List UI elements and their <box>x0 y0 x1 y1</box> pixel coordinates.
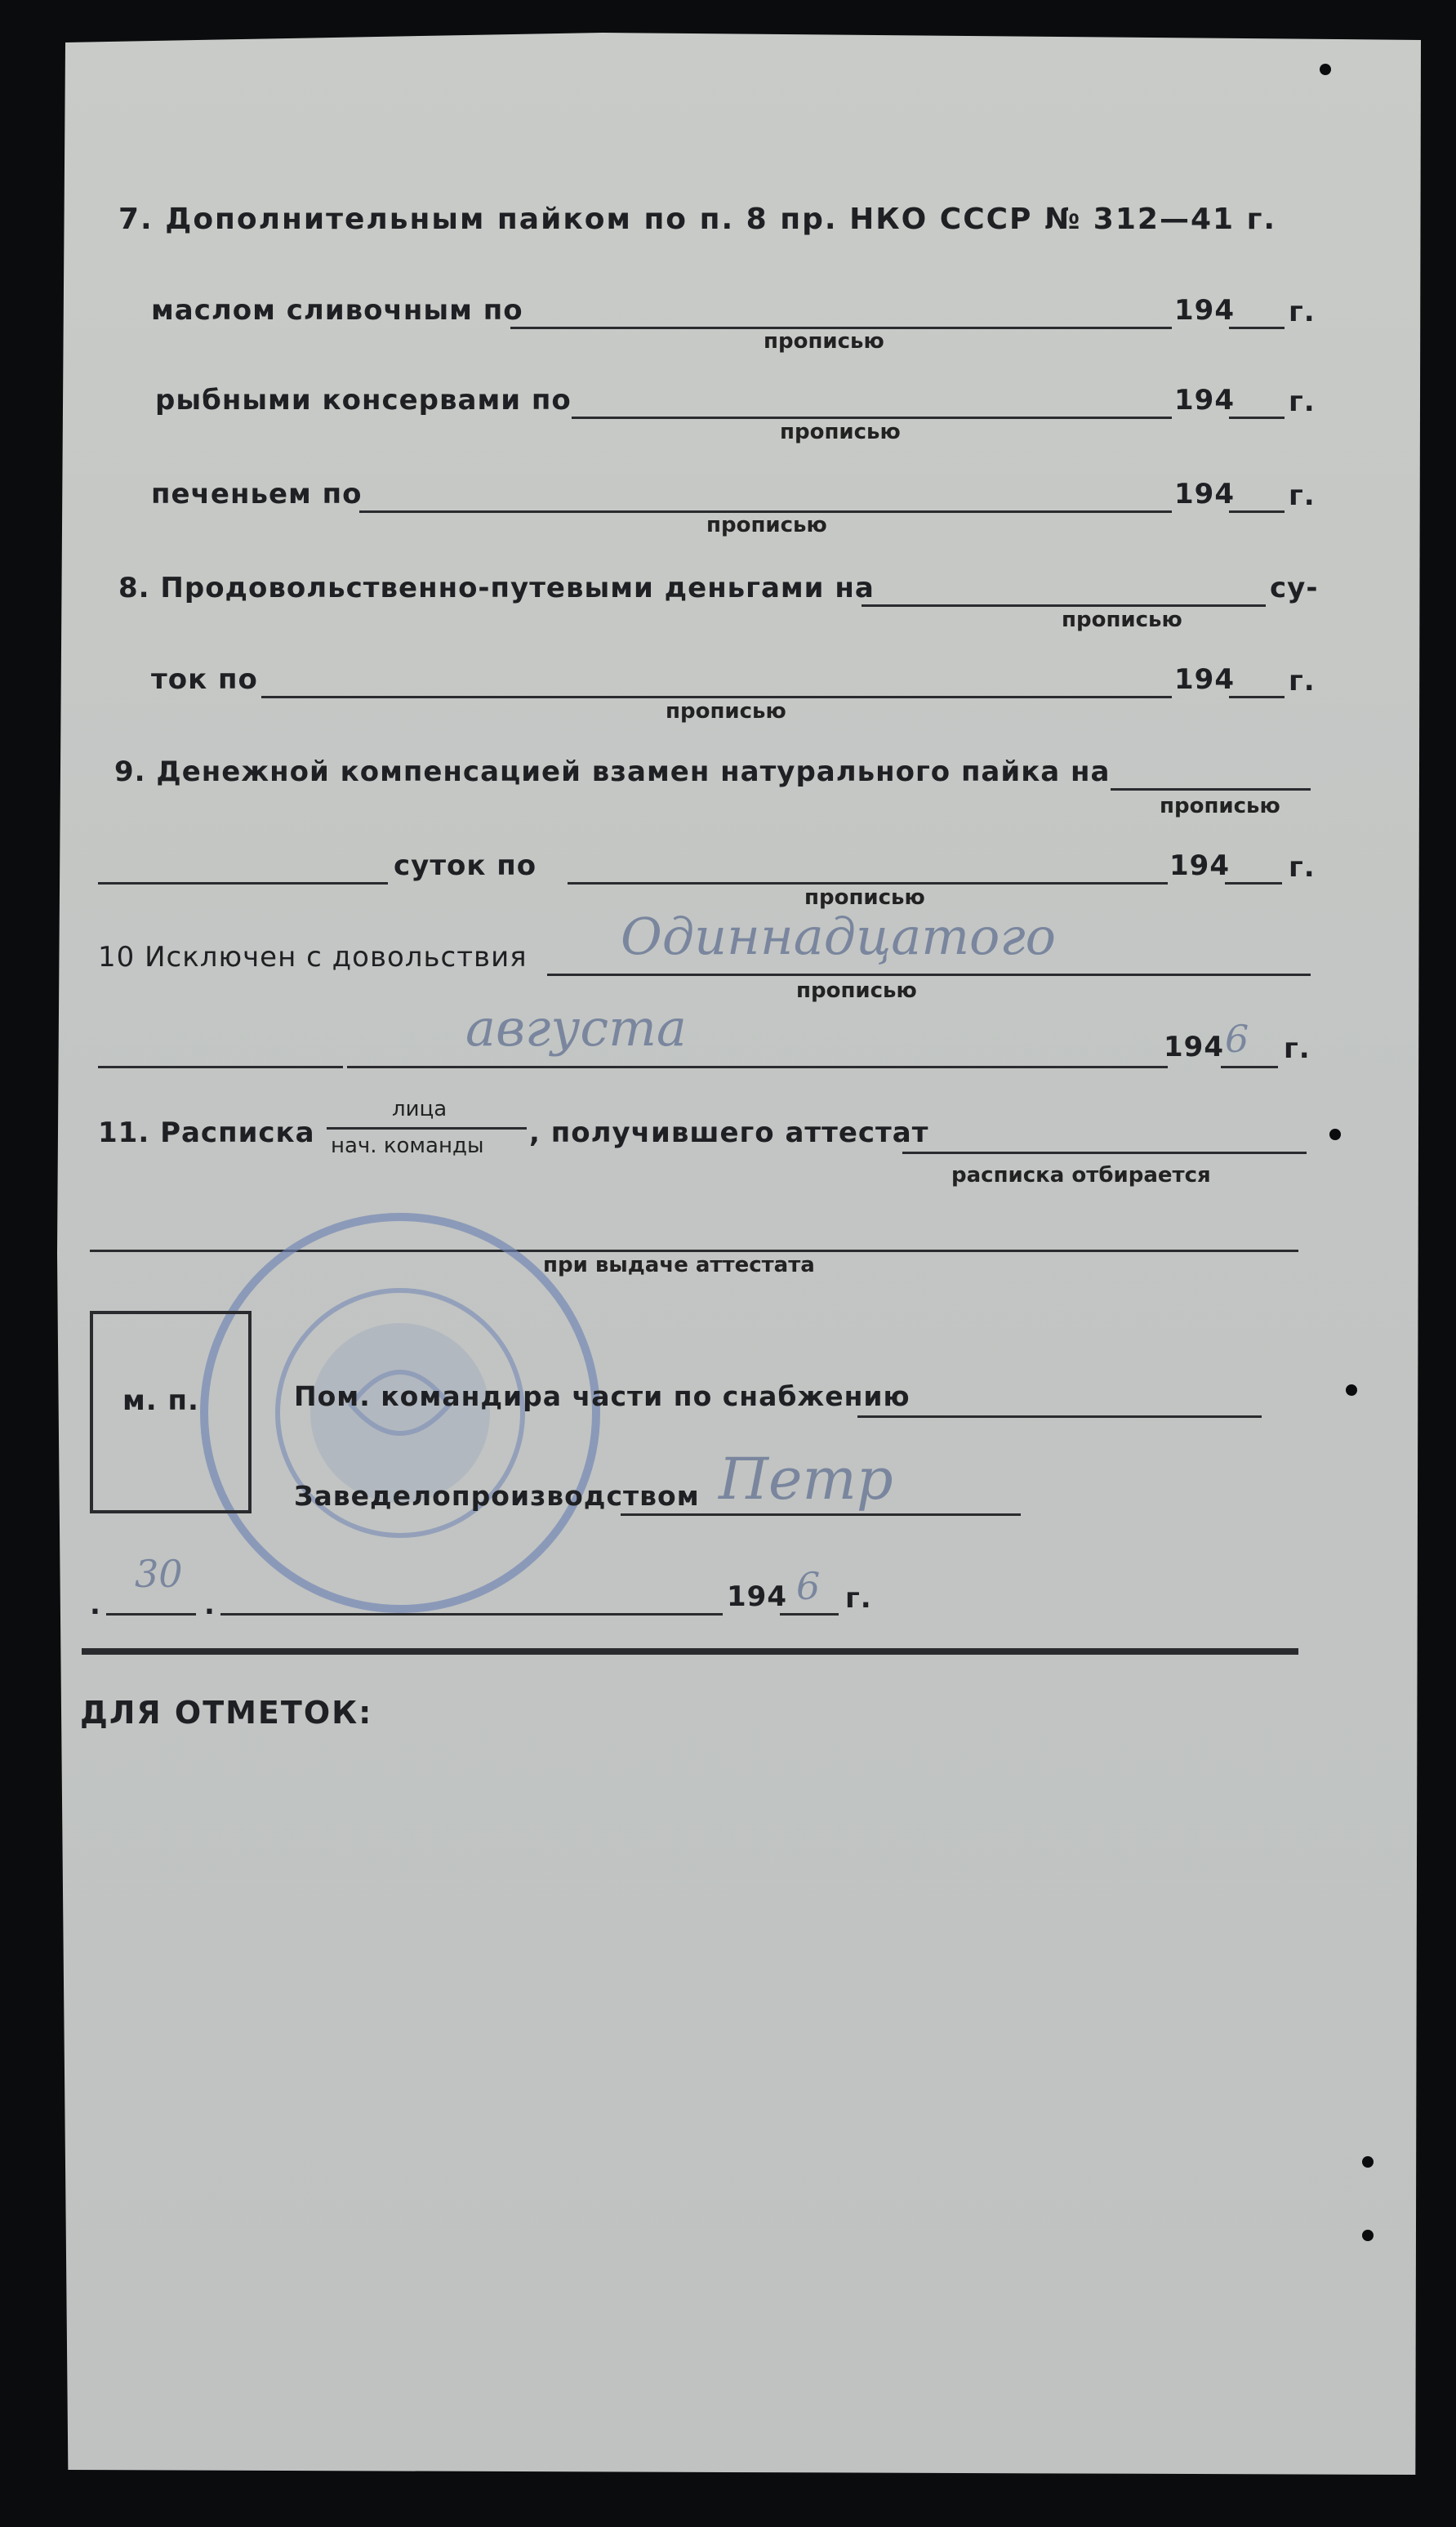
handwritten-date-year: 6 <box>796 1564 821 1608</box>
propisyu-caption: прописью <box>796 978 917 1003</box>
item-11-tail: , получившего аттестат <box>529 1116 929 1149</box>
date-dot-1: . <box>90 1589 101 1621</box>
punch-hole <box>1362 2156 1374 2168</box>
propisyu-caption: прописью <box>1062 608 1182 632</box>
item-9-value-line <box>568 882 1168 885</box>
item-8-title: 8. Продовольственно-путевыми деньгами на <box>118 572 875 604</box>
year-suffix: г. <box>1289 851 1316 884</box>
item-9-title: 9. Денежной компенсацией взамен натурального пайка на <box>114 755 1111 788</box>
issue-note: при выдаче аттестата <box>543 1253 815 1277</box>
item-7-title: 7. Дополнительным пайком по п. 8 пр. НКО СССР № 312—41 г. <box>118 203 1277 236</box>
item-8-cont: ток по <box>151 663 258 696</box>
propisyu-caption: прописью <box>666 699 786 724</box>
date-day-line <box>106 1613 196 1616</box>
clerk-signature-line <box>621 1513 1021 1516</box>
item-11-line <box>902 1152 1307 1154</box>
date-year-label: 194 <box>727 1580 787 1613</box>
year-label: 194 <box>1174 384 1235 417</box>
year-suffix: г. <box>1289 386 1316 418</box>
year-label: 194 <box>1174 294 1235 327</box>
year-suffix: г. <box>1284 1032 1311 1065</box>
item-11-frac-top: лица <box>392 1097 447 1121</box>
propisyu-caption: прописью <box>1160 794 1280 818</box>
year-suffix: г. <box>1289 479 1316 512</box>
year-label: 194 <box>1164 1031 1224 1063</box>
date-dot-2: . <box>204 1589 216 1621</box>
year-line <box>1221 1066 1278 1068</box>
section-divider <box>82 1648 1298 1655</box>
item-10-line2b <box>347 1066 1168 1068</box>
handwritten-month: августа <box>465 998 687 1058</box>
supply-signature-line <box>857 1415 1262 1418</box>
item-11-title: 11. Расписка <box>98 1116 315 1149</box>
fish-line <box>572 417 1172 419</box>
year-line <box>1229 417 1285 419</box>
year-line <box>1229 696 1285 698</box>
item-11-frac-line <box>327 1127 527 1130</box>
item-10-title: 10 Исключен с довольствия <box>98 941 528 974</box>
notes-title: ДЛЯ ОТМЕТОК: <box>80 1695 373 1731</box>
item-8-line <box>862 604 1266 607</box>
stamp-box-label: м. п. <box>122 1384 199 1417</box>
punch-hole <box>1346 1384 1357 1396</box>
handwritten-day: Одиннадцатого <box>621 907 1056 966</box>
date-year-line <box>780 1613 839 1616</box>
punch-hole <box>1320 64 1331 75</box>
propisyu-caption: прописью <box>780 420 901 444</box>
biscuits-label: печеньем по <box>151 478 363 510</box>
clerk-signature-label: Заведелопроизводством <box>294 1480 700 1512</box>
year-label: 194 <box>1174 478 1235 510</box>
propisyu-caption: прописью <box>804 885 925 910</box>
propisyu-caption: прописью <box>706 513 827 537</box>
item-9-days-line <box>98 882 388 885</box>
handwritten-signature: Петр <box>719 1446 893 1513</box>
year-label: 194 <box>1174 663 1235 696</box>
date-year-suffix: г. <box>845 1582 872 1615</box>
date-month-line <box>220 1613 723 1616</box>
item-9-days: суток по <box>394 849 537 882</box>
punch-hole <box>1329 1129 1341 1140</box>
item-9-line <box>1111 788 1311 791</box>
supply-signature-label: Пом. командира части по снабжению <box>294 1380 911 1412</box>
receipt-note: расписка отбирается <box>951 1163 1211 1188</box>
propisyu-caption: прописью <box>764 329 884 354</box>
year-line <box>1229 327 1285 329</box>
punch-hole <box>1362 2230 1374 2241</box>
handwritten-day-number: 30 <box>135 1552 183 1596</box>
item-8-tail: су- <box>1270 572 1319 604</box>
year-suffix: г. <box>1289 665 1316 697</box>
handwritten-year: 6 <box>1225 1017 1249 1061</box>
year-line <box>1229 510 1285 513</box>
item-10-line <box>547 974 1311 976</box>
butter-label: маслом сливочным по <box>151 294 523 327</box>
item-10-line2a <box>98 1066 343 1068</box>
item-11-frac-bottom: нач. команды <box>331 1134 484 1158</box>
year-suffix: г. <box>1289 296 1316 328</box>
fish-label: рыбными консервами по <box>155 384 572 417</box>
item-8-cont-line <box>261 696 1172 698</box>
year-line <box>1225 882 1282 885</box>
year-label: 194 <box>1169 849 1230 882</box>
